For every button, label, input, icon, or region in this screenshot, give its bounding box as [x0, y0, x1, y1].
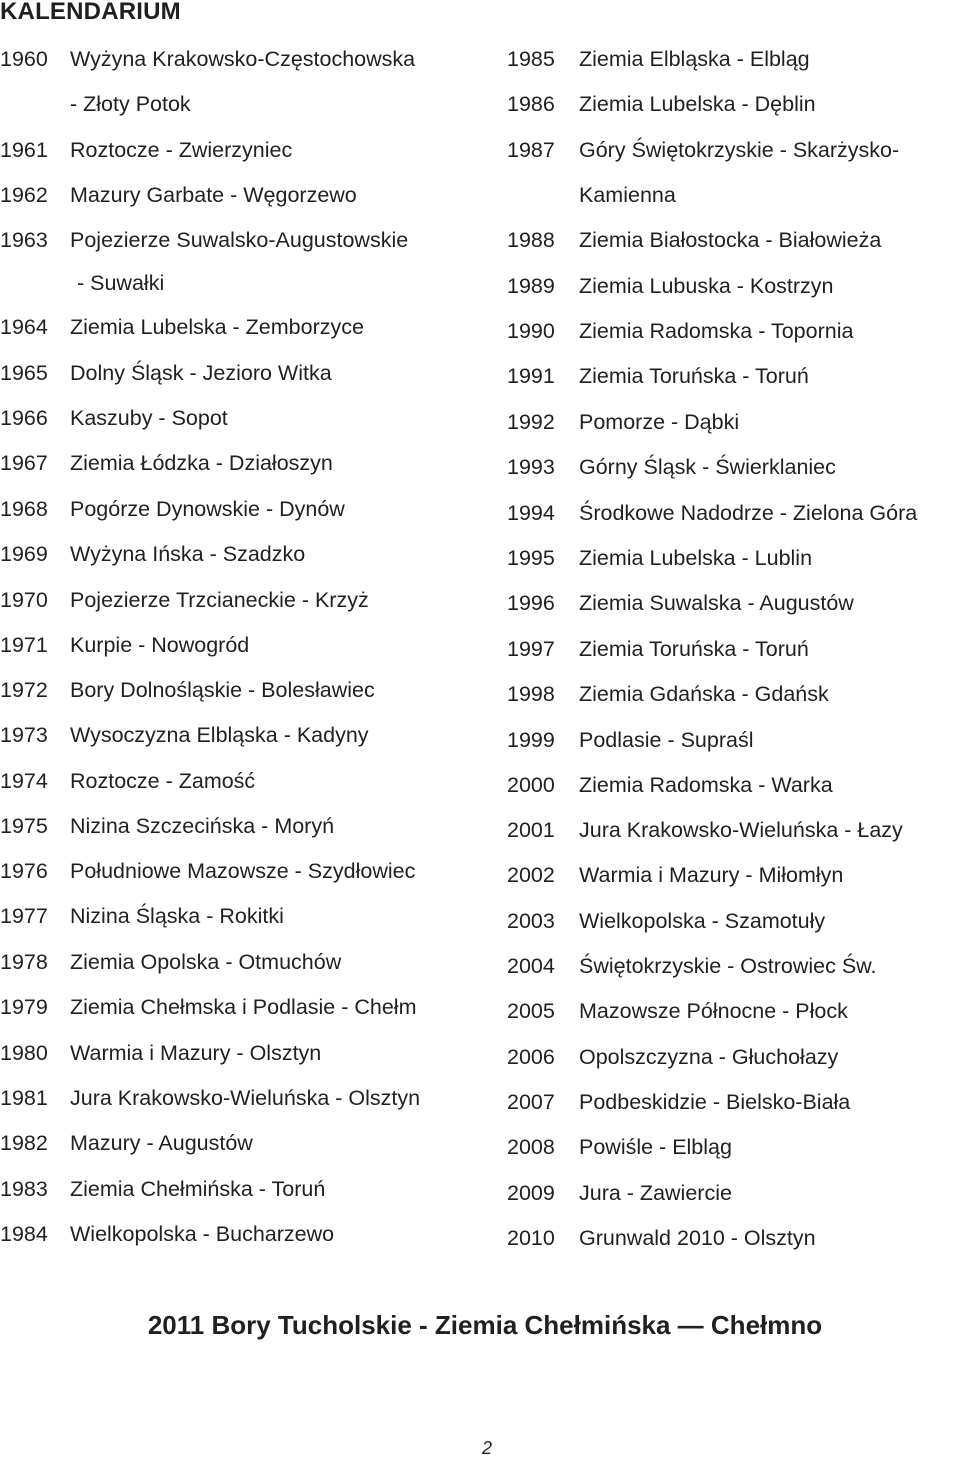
entry-year: 1998	[507, 682, 555, 706]
final-entry: 2011 Bory Tucholskie - Ziemia Chełmińska — Chełmno	[147, 1310, 823, 1340]
entry-year: 2006	[507, 1045, 555, 1069]
entry-year: 1966	[0, 406, 48, 430]
entry-year: 1989	[507, 274, 555, 298]
entry-place: Nizina Szczecińska - Moryń	[70, 814, 335, 838]
entry-year: 1979	[0, 995, 48, 1019]
entry-place: Ziemia Chełmińska - Toruń	[70, 1177, 326, 1201]
entry-place: Mazury Garbate - Węgorzewo	[70, 183, 357, 207]
entry-place: Kamienna	[579, 183, 676, 207]
entry-place: Pogórze Dynowskie - Dynów	[70, 497, 345, 521]
entry-year: 1978	[0, 950, 48, 974]
entry-year: 1967	[0, 451, 48, 475]
entry-place: Ziemia Toruńska - Toruń	[579, 364, 809, 388]
entry-place: Powiśle - Elbląg	[579, 1135, 732, 1159]
entry-year: 2008	[507, 1135, 555, 1159]
entry-place: - Suwałki	[77, 271, 165, 295]
entry-year: 1962	[0, 183, 48, 207]
entry-year: 2001	[507, 818, 555, 842]
entry-place: Opolszczyzna - Głuchołazy	[579, 1045, 839, 1069]
entry-place: Ziemia Lubelska - Dęblin	[579, 92, 816, 116]
entry-year: 1985	[507, 47, 555, 71]
entry-place: Pojezierze Suwalsko-Augustowskie	[70, 228, 409, 252]
entry-year: 1984	[0, 1222, 48, 1246]
entry-year: 1973	[0, 723, 48, 747]
entry-year: 1980	[0, 1041, 48, 1065]
entry-place: Podlasie - Supraśl	[579, 728, 754, 752]
entry-place: Wielkopolska - Bucharzewo	[70, 1222, 335, 1246]
entry-place: Ziemia Łódzka - Działoszyn	[70, 451, 333, 475]
entry-year: 1982	[0, 1131, 48, 1155]
entry-place: Kurpie - Nowogród	[70, 633, 250, 657]
entry-place: Góry Świętokrzyskie - Skarżysko-	[579, 138, 900, 162]
entry-year: 1997	[507, 637, 555, 661]
entry-place: Nizina Śląska - Rokitki	[70, 904, 284, 928]
entry-year: 2003	[507, 909, 555, 933]
entry-place: Ziemia Lubelska - Lublin	[579, 546, 813, 570]
entry-year: 1964	[0, 315, 48, 339]
entry-year: 1996	[507, 591, 555, 615]
entry-place: Ziemia Lubuska - Kostrzyn	[579, 274, 834, 298]
entry-place: Ziemia Chełmska i Podlasie - Chełm	[70, 995, 417, 1019]
entry-place: Świętokrzyskie - Ostrowiec Św.	[579, 954, 877, 978]
entry-place: Ziemia Radomska - Warka	[579, 773, 833, 797]
entry-year: 1991	[507, 364, 555, 388]
entry-year: 1990	[507, 319, 555, 343]
entry-year: 2002	[507, 863, 555, 887]
entry-place: Ziemia Elbląska - Elbląg	[579, 47, 810, 71]
entry-place: Dolny Śląsk - Jezioro Witka	[70, 361, 332, 385]
entry-year: 1963	[0, 228, 48, 252]
entry-year: 1995	[507, 546, 555, 570]
entry-year: 2000	[507, 773, 555, 797]
entry-place: Południowe Mazowsze - Szydłowiec	[70, 859, 416, 883]
entry-place: Jura - Zawiercie	[579, 1181, 732, 1205]
entry-place: Wyżyna Ińska - Szadzko	[70, 542, 306, 566]
entry-place: Ziemia Lubelska - Zemborzyce	[70, 315, 364, 339]
entry-year: 1983	[0, 1177, 48, 1201]
entry-year: 1970	[0, 588, 48, 612]
entry-place: Górny Śląsk - Świerklaniec	[579, 455, 836, 479]
entry-year: 1994	[507, 501, 555, 525]
entry-year: 1974	[0, 769, 48, 793]
entry-place: Kaszuby - Sopot	[70, 406, 228, 430]
entry-year: 1992	[507, 410, 555, 434]
entry-place: Pojezierze Trzcianeckie - Krzyż	[70, 588, 369, 612]
entry-year: 1960	[0, 47, 48, 71]
entry-year: 1968	[0, 497, 48, 521]
entry-year: 1969	[0, 542, 48, 566]
entry-place: Jura Krakowsko-Wieluńska - Łazy	[579, 818, 903, 842]
entry-place: Wielkopolska - Szamotuły	[579, 909, 826, 933]
entry-year: 2009	[507, 1181, 555, 1205]
entry-year: 1976	[0, 859, 48, 883]
entry-place: - Złoty Potok	[70, 92, 191, 116]
entry-place: Grunwald 2010 - Olsztyn	[579, 1226, 816, 1250]
entry-year: 1999	[507, 728, 555, 752]
page-number: 2	[481, 1438, 492, 1458]
entry-place: Pomorze - Dąbki	[579, 410, 740, 434]
entry-place: Wyżyna Krakowsko-Częstochowska	[70, 47, 416, 71]
entry-place: Ziemia Opolska - Otmuchów	[70, 950, 342, 974]
entry-place: Roztocze - Zamość	[70, 769, 256, 793]
entry-place: Podbeskidzie - Bielsko-Biała	[579, 1090, 851, 1114]
entry-place: Mazury - Augustów	[70, 1131, 253, 1155]
entry-place: Roztocze - Zwierzyniec	[70, 138, 293, 162]
entry-place: Warmia i Mazury - Miłomłyn	[579, 863, 844, 887]
entry-year: 1981	[0, 1086, 48, 1110]
entry-year: 1987	[507, 138, 555, 162]
entry-place: Ziemia Toruńska - Toruń	[579, 637, 809, 661]
entry-place: Mazowsze Północne - Płock	[579, 999, 848, 1023]
entry-year: 2010	[507, 1226, 555, 1250]
entry-place: Warmia i Mazury - Olsztyn	[70, 1041, 322, 1065]
entry-year: 2005	[507, 999, 555, 1023]
entry-year: 1993	[507, 455, 555, 479]
entry-place: Bory Dolnośląskie - Bolesławiec	[70, 678, 375, 702]
entry-place: Jura Krakowsko-Wieluńska - Olsztyn	[70, 1086, 421, 1110]
entry-year: 1977	[0, 904, 48, 928]
entry-year: 2007	[507, 1090, 555, 1114]
entry-year: 1961	[0, 138, 48, 162]
entry-year: 1975	[0, 814, 48, 838]
entry-place: Wysoczyzna Elbląska - Kadyny	[70, 723, 369, 747]
entry-place: Środkowe Nadodrze - Zielona Góra	[579, 501, 918, 525]
entry-year: 1971	[0, 633, 48, 657]
entry-place: Ziemia Radomska - Topornia	[579, 319, 854, 343]
entry-year: 1972	[0, 678, 48, 702]
entry-year: 2004	[507, 954, 555, 978]
entry-year: 1986	[507, 92, 555, 116]
entry-place: Ziemia Gdańska - Gdańsk	[579, 682, 829, 706]
page-heading: KALENDARIUM	[0, 0, 181, 25]
entry-year: 1965	[0, 361, 48, 385]
entry-place: Ziemia Suwalska - Augustów	[579, 591, 854, 615]
entry-place: Ziemia Białostocka - Białowieża	[579, 228, 882, 252]
entry-year: 1988	[507, 228, 555, 252]
